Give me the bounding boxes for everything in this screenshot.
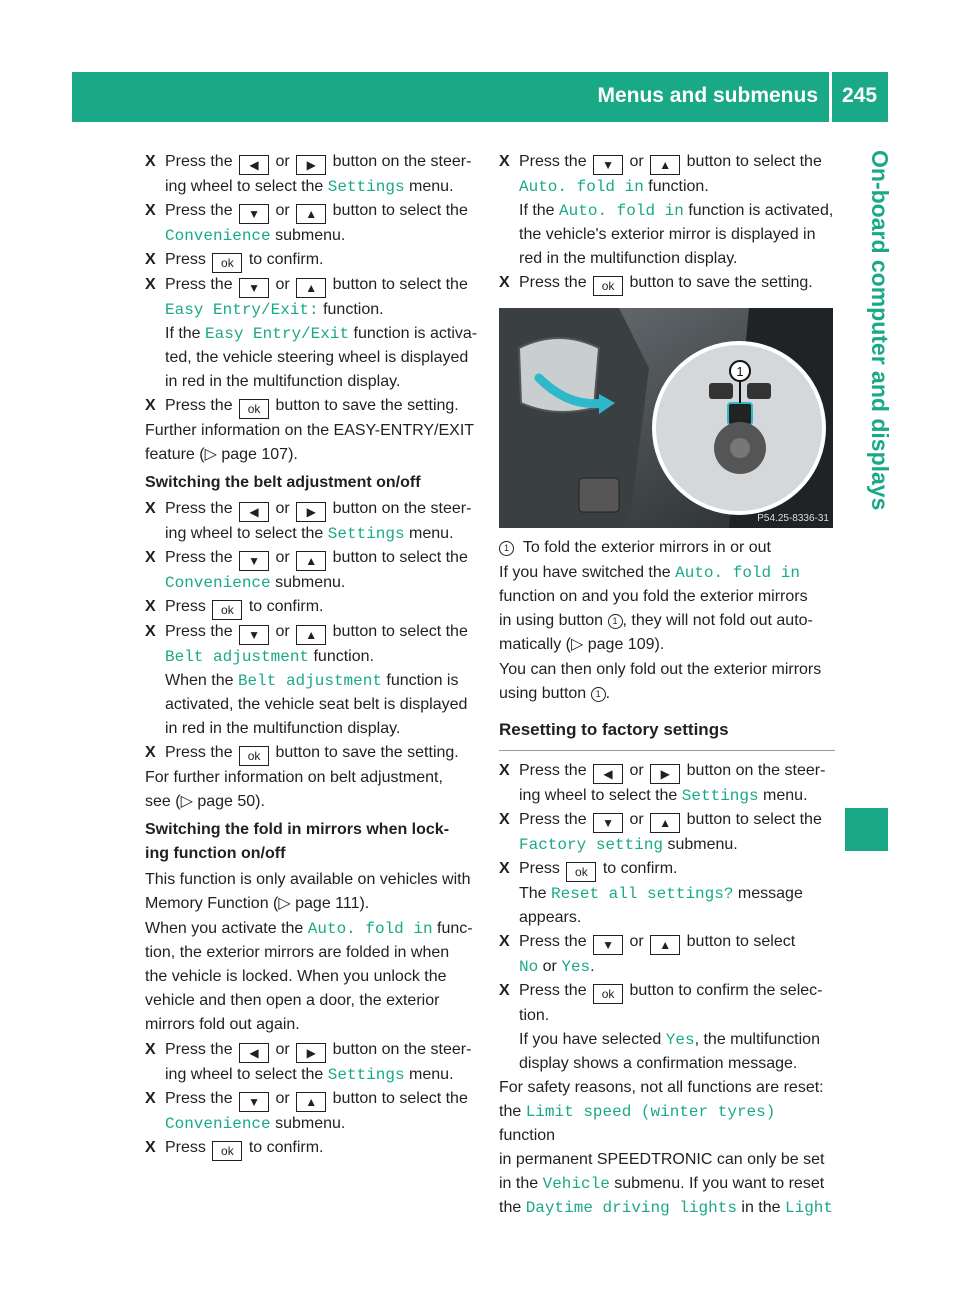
down-arrow-icon: ▼: [239, 551, 269, 571]
ok-button-icon: ok: [212, 253, 242, 273]
ok-button-icon: ok: [239, 399, 269, 419]
down-arrow-icon: ▼: [239, 278, 269, 298]
step: X Press the ▼ or ▲ button to select the Auto. fold in function. If the Auto. fold in function is activated, the vehicle's exterior mirror is displayed in red in the multifunction display.: [499, 153, 834, 267]
up-arrow-icon: ▲: [296, 278, 326, 298]
paragraph: When you activate the Auto. fold in func- tion, the exterior mirrors are folded in when the vehicle is locked. When you unlock the vehicle and then open a door, the exterior mirrors fold out again.: [145, 920, 473, 1033]
right-column: [499, 150, 835, 1221]
right-arrow-icon: ▶: [650, 764, 680, 784]
up-arrow-icon: ▲: [650, 813, 680, 833]
ok-button-icon: ok: [239, 746, 269, 766]
step: X Press ok to confirm.: [145, 248, 482, 273]
left-arrow-icon: ◀: [239, 155, 269, 175]
up-arrow-icon: ▲: [296, 551, 326, 571]
door-panel-illustration: [499, 308, 833, 528]
right-arrow-icon: ▶: [296, 1043, 326, 1063]
section-heading: Switching the belt adjustment on/off: [145, 474, 421, 491]
step: X Press the ok button to save the setting.: [145, 741, 482, 766]
up-arrow-icon: ▲: [650, 155, 680, 175]
side-tab-marker: [845, 808, 888, 851]
door-mirror-figure: [499, 308, 833, 528]
header-title: Menus and submenus: [597, 84, 818, 107]
step: X Press the ok button to save the setting.: [499, 271, 835, 296]
svg-text:1: 1: [736, 364, 744, 379]
step: X Press the ◀ or ▶ button on the steer- ing wheel to select the Settings menu.: [145, 1041, 472, 1084]
ok-button-icon: ok: [593, 276, 623, 296]
callout-1-icon: 1: [591, 687, 606, 702]
down-arrow-icon: ▼: [239, 204, 269, 224]
paragraph: Further information on the EASY-ENTRY/EXIT feature (▷ page 107).: [145, 422, 475, 463]
section-heading: Resetting to factory settings: [499, 718, 835, 751]
fold-button: [728, 403, 752, 425]
step: X Press ok to confirm.: [145, 1136, 482, 1161]
step: X Press the ▼ or ▲ button to select the Convenience submenu.: [145, 202, 468, 245]
step: X Press ok to confirm.: [145, 595, 482, 620]
down-arrow-icon: ▼: [239, 1092, 269, 1112]
step: X Press the ◀ or ▶ button on the steer- ing wheel to select the Settings menu.: [499, 762, 826, 805]
down-arrow-icon: ▼: [239, 625, 269, 645]
ok-button-icon: ok: [212, 1141, 242, 1161]
up-arrow-icon: ▲: [296, 1092, 326, 1112]
step: X Press the ▼ or ▲ button to select the Convenience submenu.: [145, 549, 468, 592]
up-arrow-icon: ▲: [296, 625, 326, 645]
ok-button-icon: ok: [593, 984, 623, 1004]
step: X Press the ▼ or ▲ button to select No or Yes.: [499, 933, 796, 976]
right-arrow-icon: ▶: [296, 155, 326, 175]
paragraph: You can then only fold out the exterior mirrors using button 1 .: [499, 661, 822, 702]
step: X Press the ▼ or ▲ button to select the Factory setting submenu.: [499, 811, 822, 854]
step: X Press the ok button to save the setting.: [145, 394, 482, 419]
up-arrow-icon: ▲: [296, 204, 326, 224]
paragraph: For safety reasons, not all functions are reset: the Limit speed (winter tyres) function in permanent SPEEDTRONIC can only be set in the Vehicle submenu. If you want to reset the Daytime driving lights in the Light: [499, 1079, 833, 1217]
down-arrow-icon: ▼: [593, 813, 623, 833]
side-tab-label: On-board computer and displays: [867, 150, 893, 511]
step: X Press ok to confirm. The Reset all settings? message appears.: [499, 860, 803, 926]
step: X Press the ◀ or ▶ button on the steer- ing wheel to select the Settings menu.: [145, 500, 472, 543]
down-arrow-icon: ▼: [593, 935, 623, 955]
paragraph: For further information on belt adjustment, see (▷ page 50).: [145, 769, 443, 810]
paragraph: If you have switched the Auto. fold in function on and you fold the exterior mirrors in using button 1 , they will not fold out auto- matically (▷ page 109).: [499, 564, 813, 653]
figure-caption: 1 To fold the exterior mirrors in or out: [499, 536, 835, 560]
left-column: [145, 150, 482, 1161]
up-arrow-icon: ▲: [650, 935, 680, 955]
page-number: 245: [842, 84, 878, 107]
section-heading: Switching the fold in mirrors when lock- ing function on/off: [145, 821, 450, 862]
callout-1-icon: 1: [499, 541, 514, 556]
figure-code: P54.25-8336-31: [757, 513, 829, 524]
callout-1-icon: 1: [608, 614, 623, 629]
right-arrow-icon: ▶: [296, 502, 326, 522]
down-arrow-icon: ▼: [593, 155, 623, 175]
header-separator: [829, 72, 832, 122]
step: X Press the ▼ or ▲ button to select the Belt adjustment function. When the Belt adjustment function is activated, the vehicle seat belt is displayed in red in the multifunction display.: [145, 623, 468, 737]
step: X Press the ok button to confirm the selec- tion. If you have selected Yes, the multifunction display shows a confirmation message.: [499, 982, 823, 1072]
step: X Press the ◀ or ▶ button on the steer- ing wheel to select the Settings menu.: [145, 153, 472, 196]
left-arrow-icon: ◀: [593, 764, 623, 784]
paragraph: This function is only available on vehicles with Memory Function (▷ page 111).: [145, 871, 471, 912]
ok-button-icon: ok: [212, 600, 242, 620]
left-arrow-icon: ◀: [239, 1043, 269, 1063]
ok-button-icon: ok: [566, 862, 596, 882]
step: X Press the ▼ or ▲ button to select the Easy Entry/Exit: function. If the Easy Entry/Exit function is activa- ted, the vehicle steering wheel is displayed in red in the multifunction display.: [145, 276, 478, 390]
step: X Press the ▼ or ▲ button to select the Convenience submenu.: [145, 1090, 468, 1133]
left-arrow-icon: ◀: [239, 502, 269, 522]
